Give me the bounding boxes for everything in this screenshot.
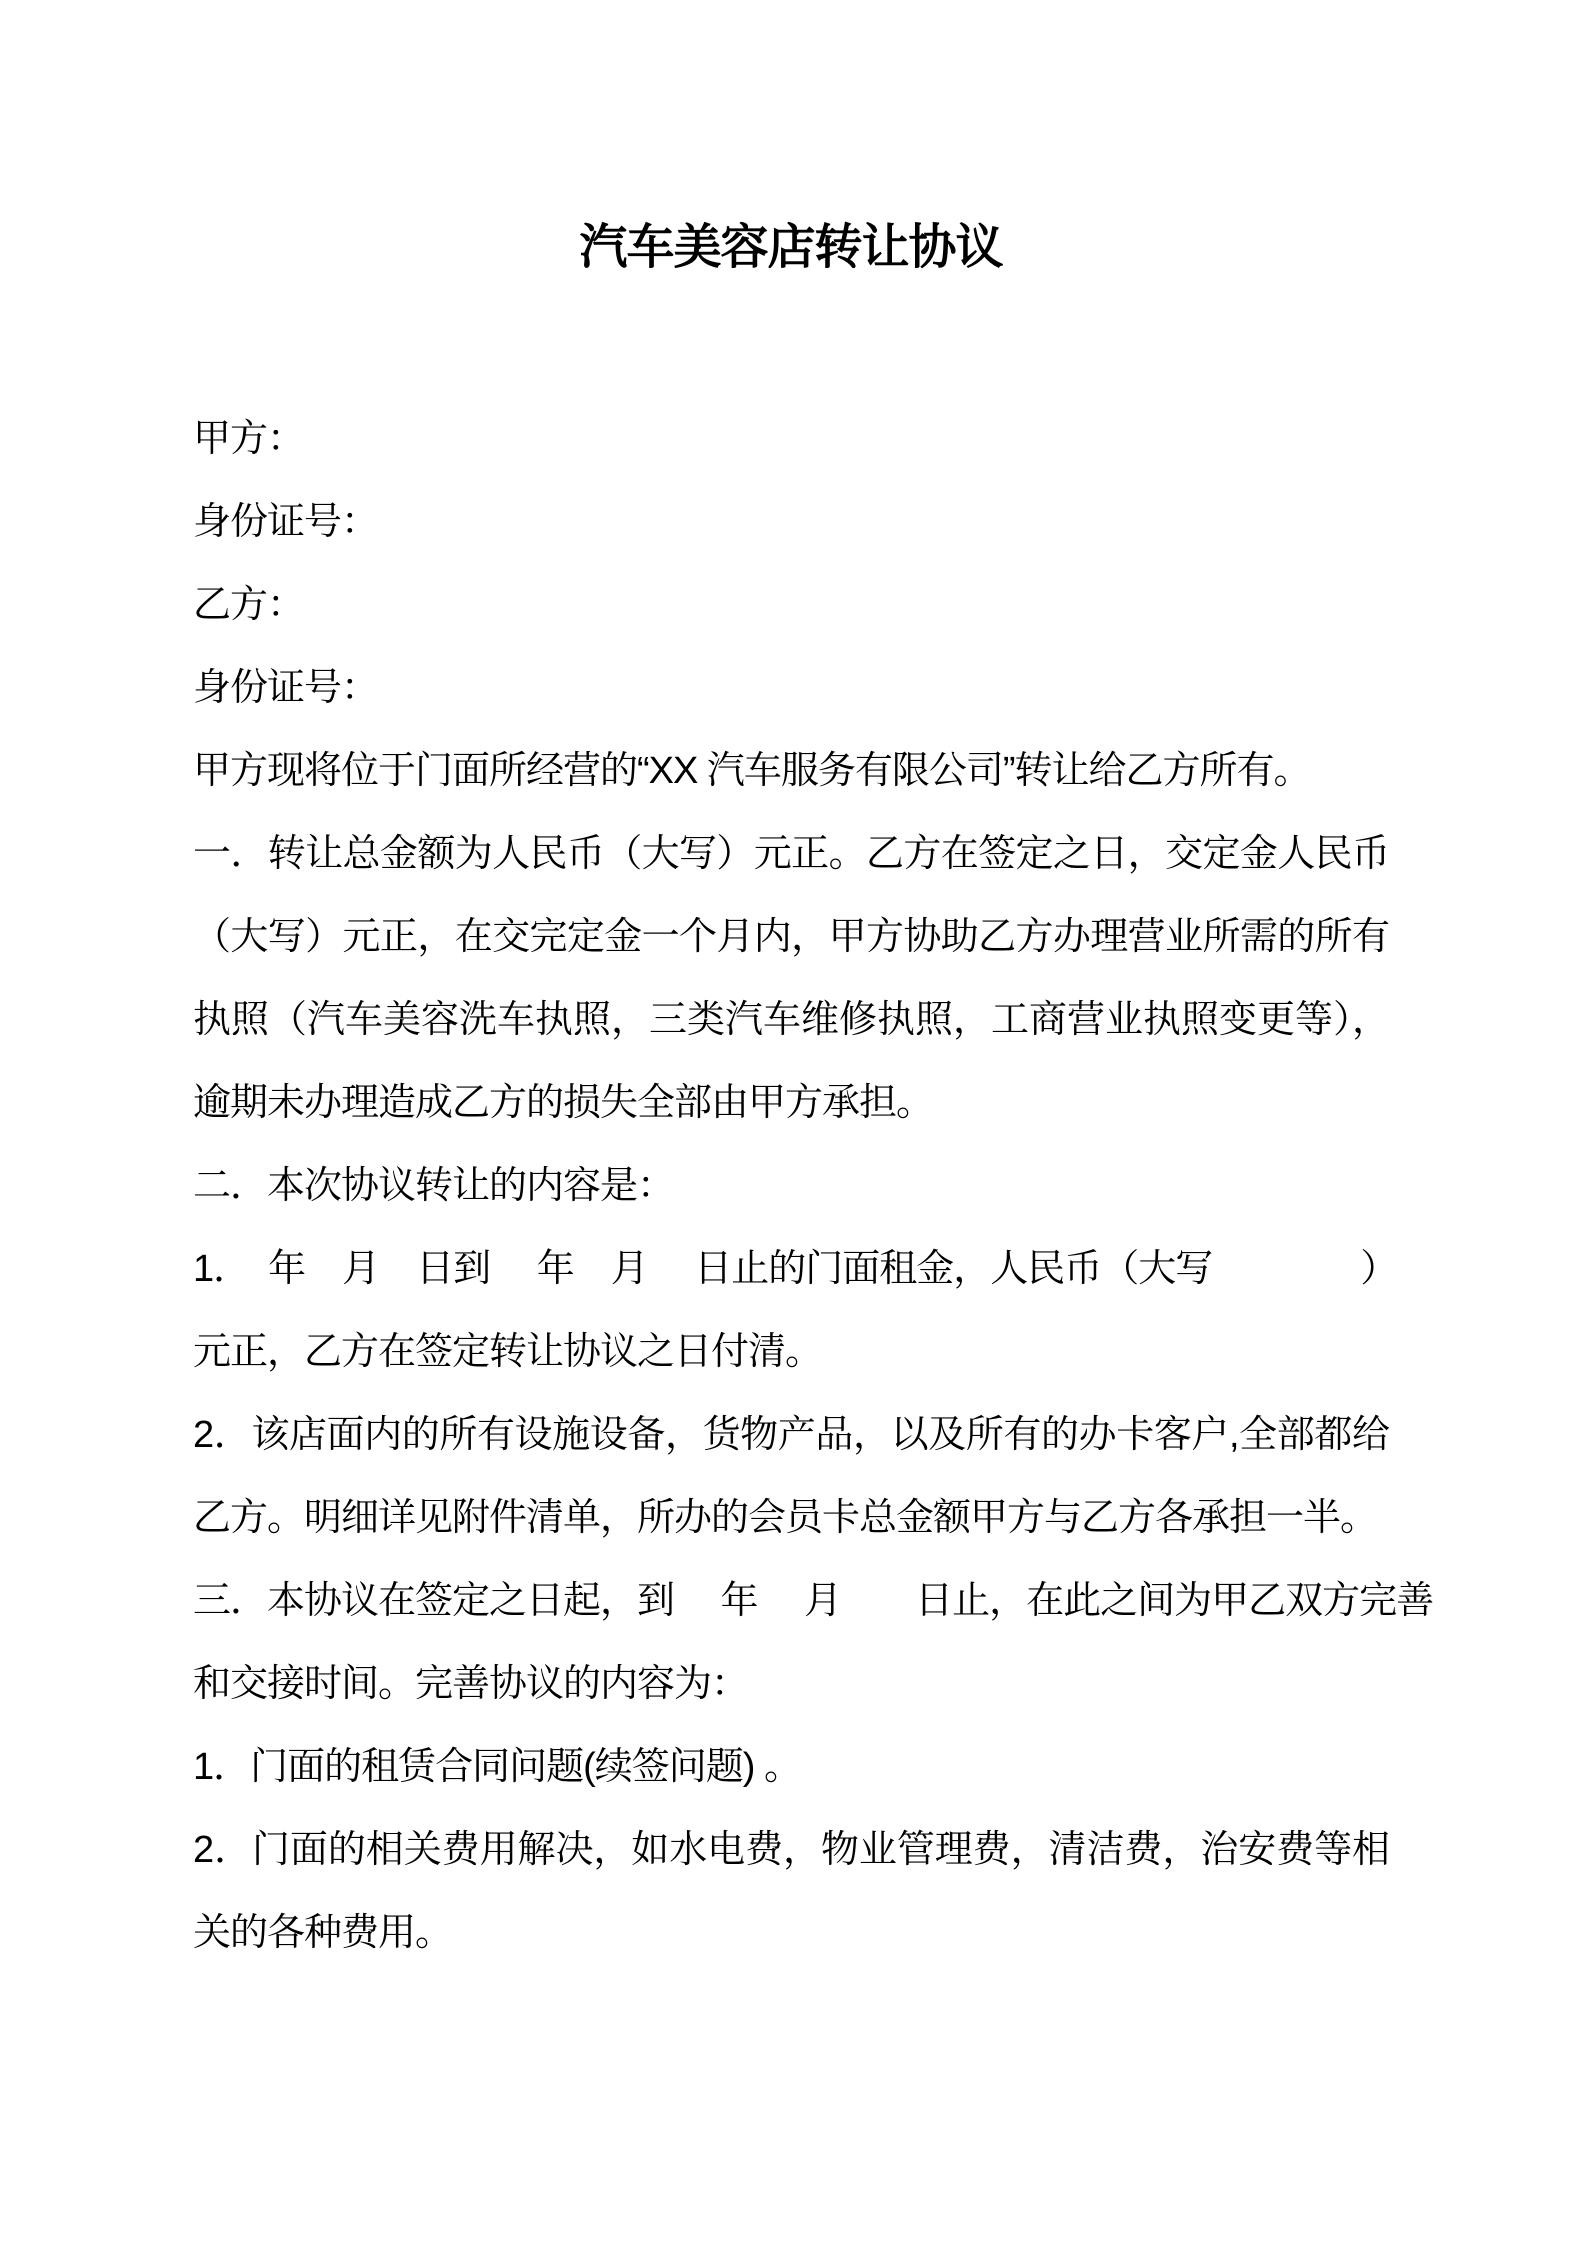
document-line: 1． 年 月 日到 年 月 日止的门面租金，人民币（大写 ） bbox=[193, 1248, 1398, 1290]
document-line: 一．转让总金额为人民币（大写）元正。乙方在签定之日，交定金人民币 bbox=[193, 833, 1389, 875]
document-line: 乙方： bbox=[193, 584, 305, 626]
document-line: 逾期未办理造成乙方的损失全部由甲方承担。 bbox=[193, 1082, 934, 1124]
document-title: 汽车美容店转让协议 bbox=[579, 221, 1003, 274]
document-body bbox=[193, 398, 1434, 1975]
document-line: 身份证号： bbox=[193, 667, 379, 709]
document-line: （大写）元正，在交完定金一个月内，甲方协助乙方办理营业所需的所有 bbox=[193, 916, 1389, 958]
document-line: 执照（汽车美容洗车执照，三类汽车维修执照，工商营业执照变更等）， bbox=[193, 999, 1389, 1041]
document-line: 2．门面的相关费用解决，如水电费，物业管理费，清洁费，治安费等相 bbox=[193, 1829, 1389, 1871]
document-line: 和交接时间。完善协议的内容为： bbox=[193, 1663, 749, 1705]
document-line: 1．门面的租赁合同问题(续签问题) 。 bbox=[193, 1746, 802, 1788]
document-line: 乙方。明细详见附件清单，所办的会员卡总金额甲方与乙方各承担一半。 bbox=[193, 1497, 1378, 1539]
document-line: 2．该店面内的所有设施设备，货物产品，以及所有的办卡客户,全部都给 bbox=[193, 1414, 1389, 1456]
document-line: 关的各种费用。 bbox=[193, 1912, 453, 1954]
document-line: 身份证号： bbox=[193, 501, 379, 543]
document-line: 元正，乙方在签定转让协议之日付清。 bbox=[193, 1331, 823, 1373]
document-line: 甲方现将位于门面所经营的“XX 汽车服务有限公司”转让给乙方所有。 bbox=[193, 750, 1311, 792]
document-line: 二．本次协议转让的内容是： bbox=[193, 1165, 675, 1207]
document-line: 甲方： bbox=[193, 418, 305, 460]
document-line: 三．本协议在签定之日起，到 年 月 日止，在此之间为甲乙双方完善 bbox=[193, 1580, 1434, 1622]
